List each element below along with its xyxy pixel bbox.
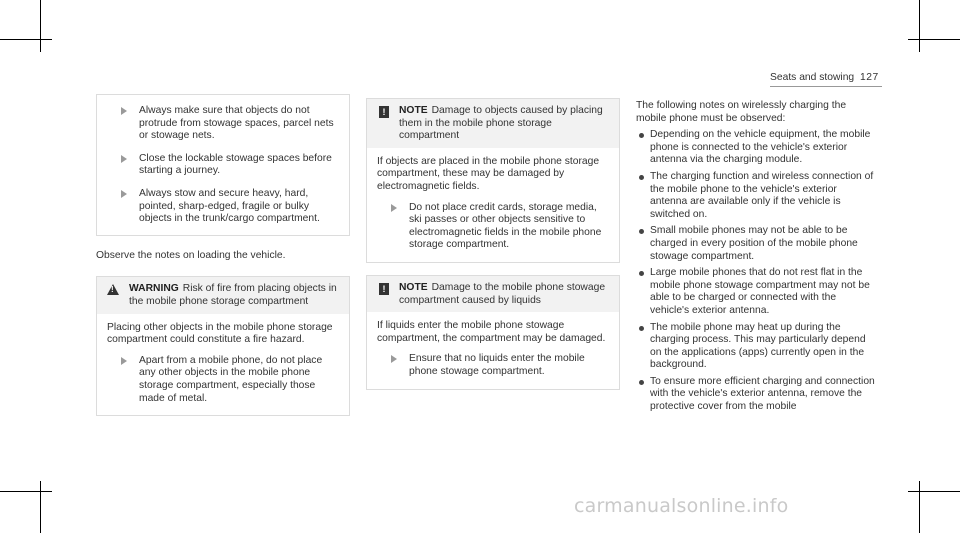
instruction-box bbox=[96, 94, 350, 236]
note-header bbox=[367, 99, 619, 148]
triangle-right-icon bbox=[121, 107, 127, 115]
crop-mark bbox=[919, 0, 920, 52]
column-middle bbox=[366, 98, 620, 390]
crop-mark bbox=[40, 481, 41, 533]
crop-mark bbox=[0, 39, 52, 40]
instruction-step bbox=[107, 153, 339, 178]
crop-mark bbox=[908, 491, 960, 492]
note-box bbox=[366, 275, 620, 390]
column-right bbox=[636, 100, 876, 418]
warning-body: Placing other objects in the mobile phone storage compartment could constitute a fire hazard. bbox=[107, 321, 333, 346]
step-text: Ensure that no liquids enter the mobile phone stowage compartment. bbox=[409, 353, 585, 377]
list-item: Depending on the vehicle equipment, the mobile phone is connected to the vehicle's exterior antenna via the charging module. bbox=[636, 129, 876, 167]
observe-text: Observe the notes on loading the vehicle. bbox=[96, 249, 286, 261]
crop-mark bbox=[40, 0, 41, 52]
warning-keyword: WARNING bbox=[129, 283, 179, 295]
warning-triangle-icon bbox=[107, 284, 119, 295]
note-body: If liquids enter the mobile phone stowage compartment, the compartment may be damaged. bbox=[377, 320, 606, 344]
step-text: Apart from a mobile phone, do not place any other objects in the mobile phone storage compartment, especially those made of metal. bbox=[139, 354, 323, 404]
instruction-step bbox=[107, 105, 339, 143]
section-title: Seats and stowing bbox=[770, 72, 855, 83]
instruction-step bbox=[107, 188, 339, 226]
list-item: The mobile phone may heat up during the charging process. This may particularly depend on the applications (apps) currently open in the background. bbox=[636, 322, 876, 372]
step-text: Do not place credit cards, storage media, ski passes or other objects sensitive to electromagnetic fields in the mobile phone storage compartment. bbox=[409, 201, 602, 251]
triangle-right-icon bbox=[391, 355, 397, 363]
triangle-right-icon bbox=[391, 204, 397, 212]
note-exclamation-icon: ! bbox=[379, 283, 389, 295]
page-header bbox=[770, 72, 880, 85]
instruction-step bbox=[107, 355, 339, 405]
column-left bbox=[96, 94, 350, 416]
step-text: Always stow and secure heavy, hard, pointed, sharp-edged, fragile or bulky objects in the trunk/cargo compartment. bbox=[139, 187, 320, 225]
header-rule bbox=[770, 86, 882, 87]
triangle-right-icon bbox=[121, 155, 127, 163]
list-item: Small mobile phones may not be able to be charged in every position of the mobile phone stowage compartment. bbox=[636, 225, 876, 263]
note-header bbox=[367, 276, 619, 312]
list-item: Large mobile phones that do not rest flat in the mobile phone stowage compartment may not be able to be charged or connected with the vehicle's exterior antenna. bbox=[636, 267, 876, 317]
bullet-list bbox=[636, 129, 876, 413]
intro-text: The following notes on wirelessly charging the mobile phone must be observed: bbox=[636, 100, 847, 124]
page-number: 127 bbox=[860, 72, 879, 83]
note-keyword: NOTE bbox=[399, 105, 428, 116]
step-text: Always make sure that objects do not protrude from stowage spaces, parcel nets or stowage nets. bbox=[139, 105, 334, 142]
crop-mark bbox=[919, 481, 920, 533]
note-title: Damage to the mobile phone stowage compartment caused by liquids bbox=[399, 281, 606, 306]
step-text: Close the lockable stowage spaces before starting a journey. bbox=[139, 152, 332, 177]
note-keyword: NOTE bbox=[399, 281, 428, 293]
list-item: The charging function and wireless connection of the mobile phone to the vehicle's exterior antenna are available only if the vehicle is switched on. bbox=[636, 171, 876, 221]
instruction-step bbox=[377, 202, 609, 252]
crop-mark bbox=[0, 491, 52, 492]
list-item: To ensure more efficient charging and connection with the vehicle's exterior antenna, remove the protective cover from the mobile bbox=[636, 376, 876, 414]
warning-header bbox=[97, 277, 349, 313]
watermark-text: carmanualsonline.info bbox=[574, 495, 789, 517]
triangle-right-icon bbox=[121, 357, 127, 365]
warning-box bbox=[96, 276, 350, 416]
note-body: If objects are placed in the mobile phone storage compartment, these may be damaged by electromagnetic fields. bbox=[377, 155, 600, 192]
note-title: Damage to objects caused by placing them in the mobile phone storage compartment bbox=[399, 105, 603, 142]
instruction-step bbox=[377, 353, 609, 378]
warning-title: Risk of fire from placing objects in the mobile phone storage compartment bbox=[129, 283, 337, 307]
triangle-right-icon bbox=[121, 190, 127, 198]
note-exclamation-icon: ! bbox=[379, 106, 389, 118]
crop-mark bbox=[908, 39, 960, 40]
note-box bbox=[366, 98, 620, 263]
